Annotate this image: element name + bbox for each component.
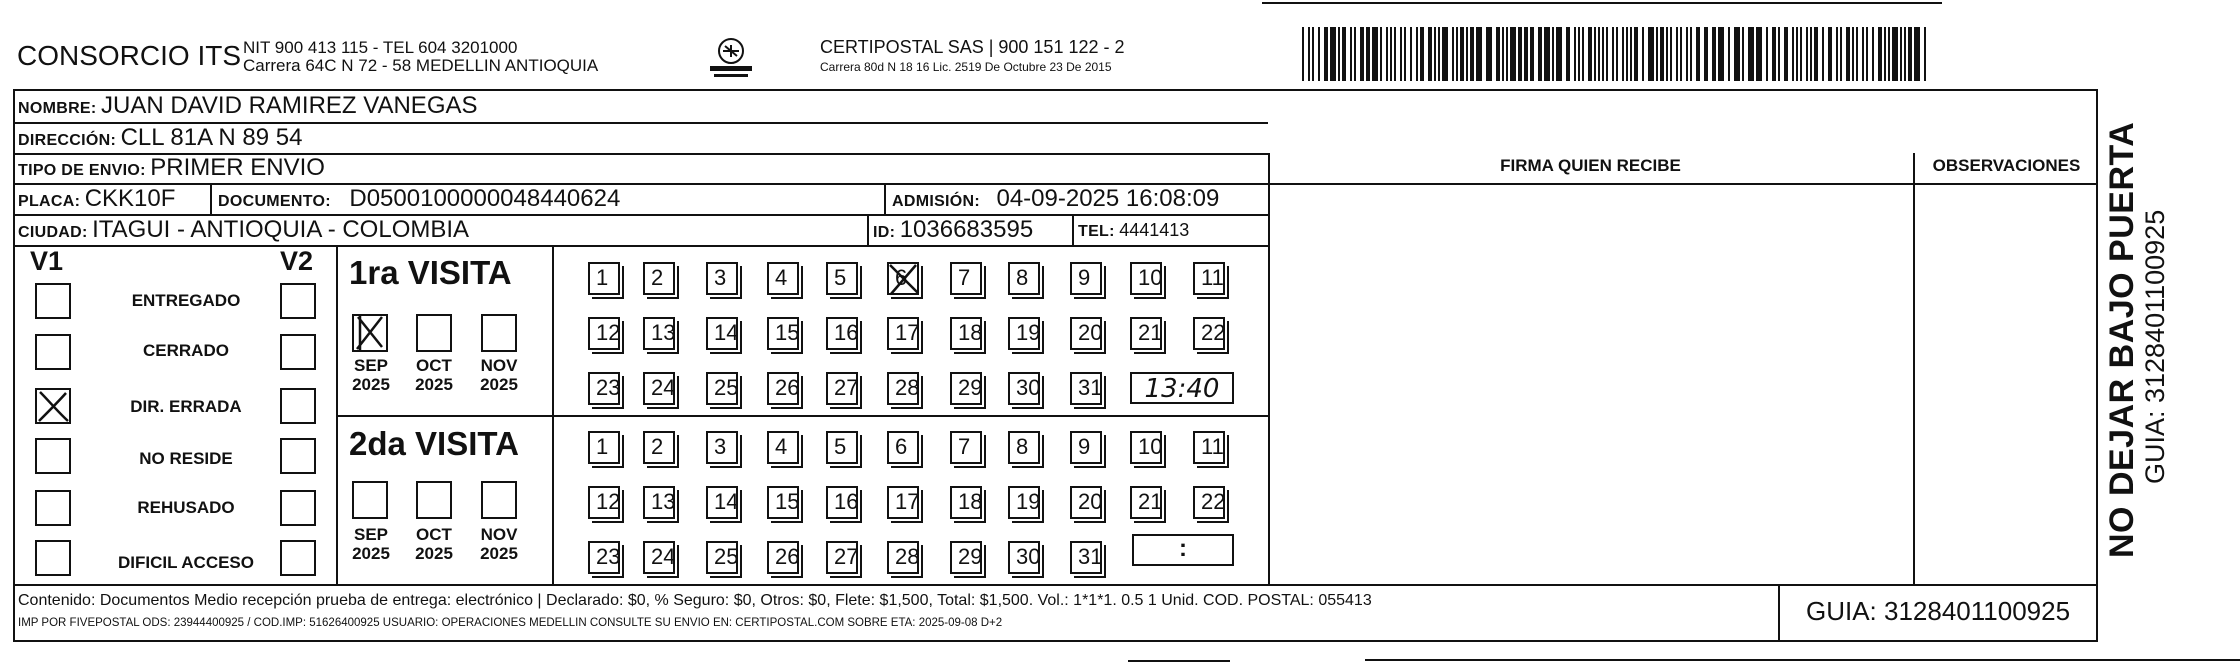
tel-row bbox=[1078, 221, 1189, 240]
visit2-day-1[interactable]: 1 bbox=[588, 431, 620, 464]
visit1-day-6[interactable]: 6 bbox=[887, 262, 919, 295]
handwritten-x-mark bbox=[35, 388, 71, 424]
signature-label: FIRMA QUIEN RECIBE bbox=[1500, 156, 1681, 175]
v1-entregado-checkbox[interactable] bbox=[35, 283, 71, 319]
document-row bbox=[218, 187, 620, 211]
v1-no-reside-checkbox[interactable] bbox=[35, 438, 71, 474]
address-value: CLL 81A N 89 54 bbox=[120, 124, 303, 151]
visit2-day-12[interactable]: 12 bbox=[588, 486, 620, 519]
status-dir-errada: DIR. ERRADA bbox=[130, 397, 242, 416]
status-no-reside: NO RESIDE bbox=[139, 449, 233, 468]
visit2-day-13[interactable]: 13 bbox=[643, 486, 675, 519]
visit2-sep-label: SEP 2025 bbox=[352, 525, 390, 563]
v1-label: V1 bbox=[30, 246, 64, 276]
v2-dir-errada-checkbox[interactable] bbox=[280, 388, 316, 424]
visit2-day-16[interactable]: 16 bbox=[826, 486, 858, 519]
v2-no-reside-checkbox[interactable] bbox=[280, 438, 316, 474]
top-rule bbox=[1262, 2, 1942, 4]
admission-row bbox=[892, 187, 1219, 211]
city-label: CIUDAD: bbox=[18, 224, 88, 241]
visit1-day-31[interactable]: 31 bbox=[1070, 372, 1102, 405]
visit1-day-12[interactable]: 12 bbox=[588, 317, 620, 350]
visit2-day-24[interactable]: 24 bbox=[643, 541, 675, 574]
send-type-row bbox=[18, 156, 325, 180]
admission-label: ADMISIÓN: bbox=[892, 193, 981, 210]
v2-entregado-checkbox[interactable] bbox=[280, 283, 316, 319]
visit1-day-29[interactable]: 29 bbox=[950, 372, 982, 405]
content-line: Contenido: Documentos Medio recepción prueba de entrega: electrónico | Declarado: $0, % Seguro: $0, Otros: $0, Flete: $1,500, Total: $1,500. Vol.: 1*1*1. 0.5 1 Unid. COD. POSTAL: 055413 bbox=[18, 592, 1372, 609]
visit2-oct-label: OCT 2025 bbox=[415, 525, 453, 563]
v1-rehusado-checkbox[interactable] bbox=[35, 490, 71, 526]
v2-label: V2 bbox=[280, 246, 314, 276]
name-row bbox=[18, 94, 478, 118]
visit1-oct-label: OCT 2025 bbox=[415, 356, 453, 394]
visit1-day-25[interactable]: 25 bbox=[706, 372, 738, 405]
plate-row bbox=[18, 187, 175, 211]
tel-value: 4441413 bbox=[1119, 220, 1190, 240]
visit1-nov-checkbox[interactable] bbox=[481, 314, 517, 352]
visit1-day-4[interactable]: 4 bbox=[767, 262, 799, 295]
visit1-day-20[interactable]: 20 bbox=[1070, 317, 1102, 350]
handwritten-x-mark bbox=[887, 262, 923, 298]
visit1-time-field[interactable] bbox=[1130, 372, 1234, 404]
visit2-day-9[interactable]: 9 bbox=[1070, 431, 1102, 464]
visit1-day-3[interactable]: 3 bbox=[706, 262, 738, 295]
imp-line: IMP POR FIVEPOSTAL ODS: 23944400925 / COD.IMP: 51626400925 USUARIO: OPERACIONES MEDELLIN CONSULTE SU ENVIO EN: CERTIPOSTAL.COM SOBRE ETA: 2025-09-08 D+2 bbox=[18, 617, 1003, 629]
visit2-day-2[interactable]: 2 bbox=[643, 431, 675, 464]
status-dificil-acceso: DIFICIL ACCESO bbox=[117, 553, 254, 572]
v2-dificil-acceso-checkbox[interactable] bbox=[280, 540, 316, 576]
city-value: ITAGUI - ANTIOQUIA - COLOMBIA bbox=[92, 216, 470, 243]
visit2-day-17[interactable]: 17 bbox=[887, 486, 919, 519]
handwritten-x-mark bbox=[352, 313, 392, 353]
visit1-day-28[interactable]: 28 bbox=[887, 372, 919, 405]
send-type-label: TIPO DE ENVIO: bbox=[18, 162, 146, 179]
address-row bbox=[18, 126, 302, 150]
id-label: ID: bbox=[873, 224, 896, 241]
visit1-day-14[interactable]: 14 bbox=[706, 317, 738, 350]
visit2-day-22[interactable]: 22 bbox=[1193, 486, 1225, 519]
visit1-day-7[interactable]: 7 bbox=[950, 262, 982, 295]
visit1-time-value: 13:40 bbox=[1144, 374, 1220, 404]
visit2-day-31[interactable]: 31 bbox=[1070, 541, 1102, 574]
visit2-nov-label: NOV 2025 bbox=[480, 525, 518, 563]
visit1-day-13[interactable]: 13 bbox=[643, 317, 675, 350]
visit1-day-17[interactable]: 17 bbox=[887, 317, 919, 350]
v1-dir-errada-checkbox[interactable] bbox=[35, 388, 71, 424]
visit2-day-15[interactable]: 15 bbox=[767, 486, 799, 519]
visit2-day-6[interactable]: 6 bbox=[887, 431, 919, 464]
visit2-day-3[interactable]: 3 bbox=[706, 431, 738, 464]
document-label: DOCUMENTO: bbox=[218, 193, 331, 210]
visit2-day-19[interactable]: 19 bbox=[1008, 486, 1040, 519]
visit2-nov-checkbox[interactable] bbox=[481, 481, 517, 519]
visit1-day-21[interactable]: 21 bbox=[1130, 317, 1162, 350]
visit2-day-10[interactable]: 10 bbox=[1130, 431, 1162, 464]
visit2-day-28[interactable]: 28 bbox=[887, 541, 919, 574]
status-rehusado: REHUSADO bbox=[137, 498, 235, 517]
barcode bbox=[1302, 27, 1934, 81]
visit2-day-8[interactable]: 8 bbox=[1008, 431, 1040, 464]
company-address: Carrera 64C N 72 - 58 MEDELLIN ANTIOQUIA bbox=[243, 56, 599, 75]
name-value: JUAN DAVID RAMIREZ VANEGAS bbox=[101, 92, 478, 119]
visit1-day-19[interactable]: 19 bbox=[1008, 317, 1040, 350]
visit2-day-26[interactable]: 26 bbox=[767, 541, 799, 574]
visit1-day-18[interactable]: 18 bbox=[950, 317, 982, 350]
visit1-day-16[interactable]: 16 bbox=[826, 317, 858, 350]
visit2-oct-checkbox[interactable] bbox=[416, 481, 452, 519]
observations-label: OBSERVACIONES bbox=[1932, 156, 2081, 175]
visit1-day-8[interactable]: 8 bbox=[1008, 262, 1040, 295]
certipostal-logo bbox=[706, 36, 756, 80]
plate-label: PLACA: bbox=[18, 193, 81, 210]
address-label: DIRECCIÓN: bbox=[18, 132, 117, 149]
visit2-sep-checkbox[interactable] bbox=[352, 481, 388, 519]
v2-rehusado-checkbox[interactable] bbox=[280, 490, 316, 526]
visit2-day-20[interactable]: 20 bbox=[1070, 486, 1102, 519]
visit1-day-9[interactable]: 9 bbox=[1070, 262, 1102, 295]
visit2-day-27[interactable]: 27 bbox=[826, 541, 858, 574]
visit1-day-5[interactable]: 5 bbox=[826, 262, 858, 295]
visit2-title: 2da VISITA bbox=[349, 425, 519, 462]
carrier-name: CERTIPOSTAL SAS | 900 151 122 - 2 bbox=[820, 37, 1125, 57]
visit2-day-5[interactable]: 5 bbox=[826, 431, 858, 464]
send-type-value: PRIMER ENVIO bbox=[150, 154, 325, 181]
status-cerrado: CERRADO bbox=[143, 341, 229, 360]
side-guia: GUIA: 3128401100925 bbox=[2140, 209, 2170, 484]
id-row bbox=[873, 218, 1033, 242]
company-name: CONSORCIO ITS bbox=[17, 40, 242, 71]
visit2-day-25[interactable]: 25 bbox=[706, 541, 738, 574]
visit2-time-value: : bbox=[1179, 535, 1187, 562]
visit1-day-24[interactable]: 24 bbox=[643, 372, 675, 405]
visit1-sep-checkbox[interactable] bbox=[352, 314, 388, 352]
visit1-day-2[interactable]: 2 bbox=[643, 262, 675, 295]
carrier-address: Carrera 80d N 18 16 Lic. 2519 De Octubre 23 De 2015 bbox=[820, 60, 1112, 74]
visit1-day-10[interactable]: 10 bbox=[1130, 262, 1162, 295]
visit1-day-22[interactable]: 22 bbox=[1193, 317, 1225, 350]
visit2-day-11[interactable]: 11 bbox=[1193, 431, 1225, 464]
observations-area[interactable] bbox=[1915, 186, 2096, 582]
visit2-time-field[interactable] bbox=[1132, 534, 1234, 566]
visit1-oct-checkbox[interactable] bbox=[416, 314, 452, 352]
signature-area[interactable] bbox=[1270, 186, 1911, 582]
name-label: NOMBRE: bbox=[18, 100, 97, 117]
visit2-day-14[interactable]: 14 bbox=[706, 486, 738, 519]
visit2-day-7[interactable]: 7 bbox=[950, 431, 982, 464]
status-entregado: ENTREGADO bbox=[131, 291, 241, 310]
company-nit: NIT 900 413 115 - TEL 604 3201000 bbox=[243, 38, 518, 57]
visit2-day-21[interactable]: 21 bbox=[1130, 486, 1162, 519]
footer-guia: GUIA: 3128401100925 bbox=[1805, 596, 2071, 626]
id-value: 1036683595 bbox=[899, 216, 1034, 243]
tel-label: TEL: bbox=[1078, 223, 1115, 240]
visit2-day-4[interactable]: 4 bbox=[767, 431, 799, 464]
v1-dificil-acceso-checkbox[interactable] bbox=[35, 540, 71, 576]
visit1-day-26[interactable]: 26 bbox=[767, 372, 799, 405]
side-warning: NO DEJAR BAJO PUERTA bbox=[2103, 121, 2141, 558]
visit2-day-18[interactable]: 18 bbox=[950, 486, 982, 519]
document-value: D0500100000048440624 bbox=[349, 185, 621, 212]
admission-value: 04-09-2025 16:08:09 bbox=[996, 185, 1220, 212]
visit1-day-27[interactable]: 27 bbox=[826, 372, 858, 405]
visit1-day-15[interactable]: 15 bbox=[767, 317, 799, 350]
visit1-day-1[interactable]: 1 bbox=[588, 262, 620, 295]
v2-cerrado-checkbox[interactable] bbox=[280, 334, 316, 370]
visit2-day-29[interactable]: 29 bbox=[950, 541, 982, 574]
visit1-day-23[interactable]: 23 bbox=[588, 372, 620, 405]
visit1-nov-label: NOV 2025 bbox=[480, 356, 518, 394]
city-row bbox=[18, 218, 469, 242]
visit1-title: 1ra VISITA bbox=[349, 254, 512, 291]
visit1-day-30[interactable]: 30 bbox=[1008, 372, 1040, 405]
visit1-day-11[interactable]: 11 bbox=[1193, 262, 1225, 295]
visit1-sep-label: SEP 2025 bbox=[352, 356, 390, 394]
visit2-day-30[interactable]: 30 bbox=[1008, 541, 1040, 574]
visit2-day-23[interactable]: 23 bbox=[588, 541, 620, 574]
plate-value: CKK10F bbox=[84, 185, 176, 212]
v1-cerrado-checkbox[interactable] bbox=[35, 334, 71, 370]
